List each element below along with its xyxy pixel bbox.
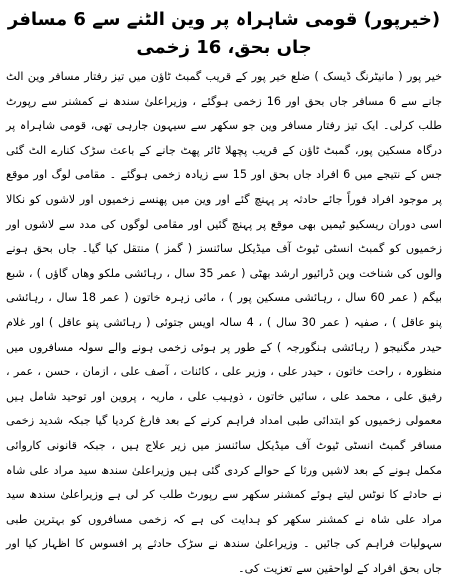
article-body-paragraph: خیر پور ( مانیٹرنگ ڈیسک ) ضلع خیر پور کے قریب گمبٹ ٹاؤن میں تیز رفتار مسافر وین الٹ جانے سے 6 مسافر جاں بحق اور 16 زخمی ہوگئے ، وزیراعلیٰ سندھ نے کمشنر سے رپورٹ طلب کرلی۔ ایک تیز رفتار مسافر وین جو سکھر سے سیہون جارہی تھی، قومی شاہراہ پر درگاہ مسکین پور، گمبٹ ٹاؤن کے قریب پچھلا ٹائر پھٹ جانے کے باعث سڑک کنارے الٹ گئی جس کے نتیجے میں 6 افراد جاں بحق اور 15 سے زیادہ زخمی ہوگئے ۔ مقامی لوگ اور موقع پر موجود افراد فوراً جائے حادثہ پر پہنچ گئے اور وین میں پھنسے زخمیوں اور لاشوں کو نکالا اسی دوران ریسکیو ٹیمیں بھی موقع پر پہنچ گئیں اور مقامی لوگوں کی مدد سے لاشوں اور زخمیوں کو گمبٹ انسٹی ٹیوٹ آف میڈیکل سائنسز ( گمز ) منتقل کیا گیا۔ جاں بحق ہونے والوں کی شناخت وین ڈرائیور ارشد بھٹی ( عمر 35 سال ، رہائشی ملکو وھاں گاؤں ) ، شبع بیگم ( عمر 60 سال ، رہائشی مسکین پور ) ، مائی زہرہ خاتون ( عمر 18 سال ، رہائشی پنو عاقل ) ، صفیہ ( عمر 30 سال ) ، 4 سالہ اویس جتوئی ( رہائشی پنو عاقل ) اور غلام حیدر مگنیجو ( رہائشی ہنگورجہ ) کے طور پر ہوئی زخمی ہونے والے سولہ مسافروں میں منظورہ ، راحت خاتون ، حیدر علی ، وزیر علی ، کائنات ، آصف علی ، ازمان ، حسن ، عمر ، رفیق علی ، محمد علی ، سائیں خاتون ، ذوہیب علی ، ماریہ ، پروین اور توحید شامل ہیں معمولی زخمیوں کو ابتدائی طبی امداد فراہم کرنے کے بعد فارغ کردیا گیا جبکہ شدید زخمی مسافر گمبٹ انسٹی ٹیوٹ آف میڈیکل سائنسز میں زیر علاج ہیں ، جبکہ قانونی کاروائی مکمل ہونے کے بعد لاشیں ورثا کے حوالے کردی گئی ہیں وزیراعلیٰ سندھ سید مراد علی شاہ نے حادثے کا نوٹس لیتے ہوئے کمشنر سکھر سے رپورٹ طلب کر لی ہے وزیراعلیٰ سندھ سید مراد علی شاہ نے کمشنر سکھر کو ہدایت کی ہے کہ زخمی مسافروں کو بہترین طبی سہولیات فراہم کی جائیں ۔ وزیراعلیٰ سندھ نے سڑک حادثے پر افسوس کا اظہار کیا اور جاں بحق افراد کے لواحقین سے تعزیت کی۔ [6,70,442,575]
article-headline: (خیرپور) قومی شاہراہ پر وین الٹنے سے 6 مسافر جاں بحق، 16 زخمی [7,9,441,58]
